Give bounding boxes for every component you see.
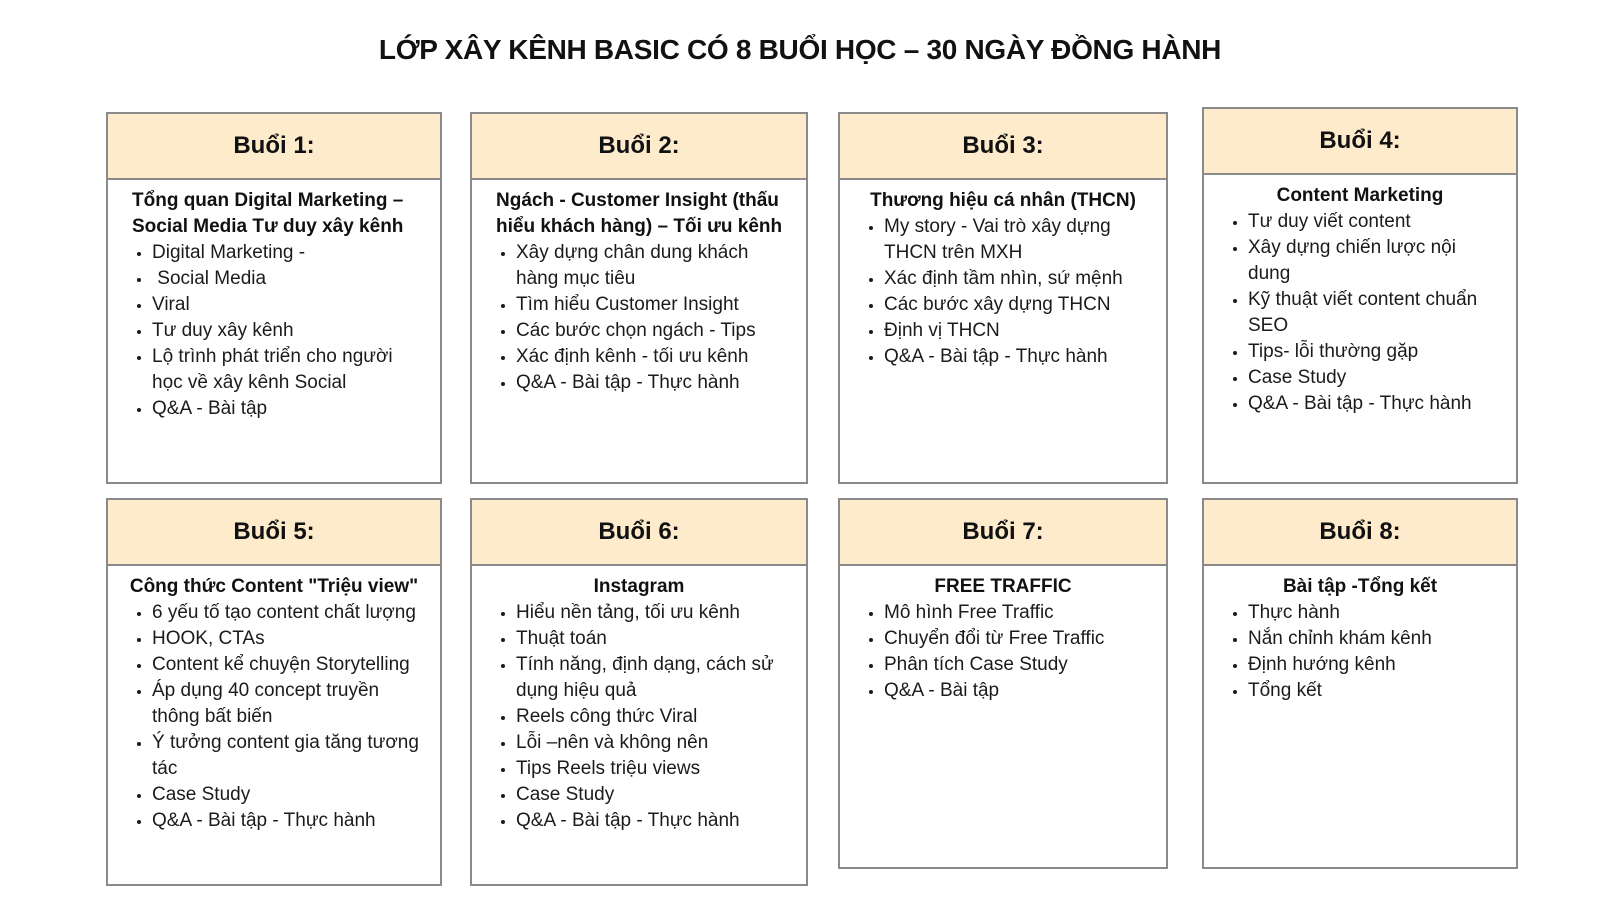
- session-card-2: [470, 112, 808, 484]
- list-item: • Định vị THCN: [884, 318, 1152, 344]
- list-item: • Viral: [152, 292, 426, 318]
- list-item: • Reels công thức Viral: [516, 704, 792, 730]
- list-item: • Xây dựng chân dung khách hàng mục tiêu: [516, 240, 792, 292]
- list-item: • 6 yếu tố tạo content chất lượng: [152, 600, 426, 626]
- list-item: • Tips Reels triệu views: [516, 756, 792, 782]
- session-subtitle: Ngách - Customer Insight (thấu hiểu khách hàng) – Tối ưu kênh: [496, 190, 783, 237]
- list-item: • Q&A - Bài tập - Thực hành: [516, 370, 792, 396]
- list-item: • HOOK, CTAs: [152, 626, 426, 652]
- list-item: • Case Study: [516, 782, 792, 808]
- session-heading: Buổi 5:: [108, 500, 440, 566]
- list-item: • Tổng kết: [1248, 678, 1502, 704]
- list-item: • Tìm hiểu Customer Insight: [516, 292, 792, 318]
- list-item: • Mô hình Free Traffic: [884, 600, 1152, 626]
- list-item: • Thuật toán: [516, 626, 792, 652]
- list-item: • Xác định kênh - tối ưu kênh: [516, 344, 792, 370]
- list-item: • Phân tích Case Study: [884, 652, 1152, 678]
- list-item: • Ý tưởng content gia tăng tương tác: [152, 730, 426, 782]
- session-subtitle: Thương hiệu cá nhân (THCN): [870, 190, 1136, 211]
- session-heading: Buổi 6:: [472, 500, 806, 566]
- session-topic-list: [486, 240, 792, 396]
- session-heading: Buổi 8:: [1204, 500, 1516, 566]
- session-heading: Buổi 7:: [840, 500, 1166, 566]
- session-topic-list: [122, 600, 426, 834]
- session-subtitle: FREE TRAFFIC: [934, 576, 1072, 597]
- session-heading: Buổi 1:: [108, 114, 440, 180]
- session-topic-list: [854, 600, 1152, 704]
- list-item: • Q&A - Bài tập - Thực hành: [516, 808, 792, 834]
- session-topic-list: [122, 240, 426, 422]
- list-item: • Q&A - Bài tập - Thực hành: [884, 344, 1152, 370]
- session-topic-list: [854, 214, 1152, 370]
- list-item: • Case Study: [152, 782, 426, 808]
- list-item: • Xây dựng chiến lược nội dung: [1248, 235, 1502, 287]
- session-subtitle: Instagram: [593, 576, 685, 597]
- list-item: • My story - Vai trò xây dựng THCN trên MXH: [884, 214, 1152, 266]
- list-item: • Chuyển đổi từ Free Traffic: [884, 626, 1152, 652]
- session-subtitle: Tổng quan Digital Marketing – Social Media Tư duy xây kênh: [132, 190, 404, 237]
- list-item: • Hiểu nền tảng, tối ưu kênh: [516, 600, 792, 626]
- session-topic-list: [1218, 600, 1502, 704]
- list-item: • Q&A - Bài tập: [884, 678, 1152, 704]
- list-item: • Thực hành: [1248, 600, 1502, 626]
- list-item: • Digital Marketing -: [152, 240, 426, 266]
- session-subtitle: Content Marketing: [1276, 185, 1444, 206]
- list-item: • Xác định tầm nhìn, sứ mệnh: [884, 266, 1152, 292]
- list-item: • Các bước xây dựng THCN: [884, 292, 1152, 318]
- session-heading: Buổi 3:: [840, 114, 1166, 180]
- list-item: • Áp dụng 40 concept truyền thông bất biến: [152, 678, 426, 730]
- list-item: • Lộ trình phát triển cho người học về xây kênh Social: [152, 344, 426, 396]
- session-card-3: [838, 112, 1168, 484]
- list-item: • Q&A - Bài tập - Thực hành: [1248, 391, 1502, 417]
- list-item: • Q&A - Bài tập: [152, 396, 426, 422]
- session-card-4: [1202, 107, 1518, 484]
- list-item: • Các bước chọn ngách - Tips: [516, 318, 792, 344]
- list-item: • Kỹ thuật viết content chuẩn SEO: [1248, 287, 1502, 339]
- list-item: • Content kể chuyện Storytelling: [152, 652, 426, 678]
- list-item: • Tư duy xây kênh: [152, 318, 426, 344]
- list-item: • Tư duy viết content: [1248, 209, 1502, 235]
- session-card-7: [838, 498, 1168, 869]
- list-item: • Định hướng kênh: [1248, 652, 1502, 678]
- list-item: • Tính năng, định dạng, cách sử dụng hiệu quả: [516, 652, 792, 704]
- session-topic-list: [1218, 209, 1502, 417]
- list-item: • Lỗi –nên và không nên: [516, 730, 792, 756]
- list-item: • Tips- lỗi thường gặp: [1248, 339, 1502, 365]
- session-card-5: [106, 498, 442, 886]
- session-topic-list: [486, 600, 792, 834]
- session-card-6: [470, 498, 808, 886]
- session-card-1: [106, 112, 442, 484]
- list-item: • Q&A - Bài tập - Thực hành: [152, 808, 426, 834]
- list-item: • Case Study: [1248, 365, 1502, 391]
- session-heading: Buổi 2:: [472, 114, 806, 180]
- list-item: • Social Media: [152, 266, 426, 292]
- page-title: LỚP XÂY KÊNH BASIC CÓ 8 BUỔI HỌC – 30 NGÀY ĐỒNG HÀNH: [378, 34, 1222, 65]
- session-subtitle: Công thức Content "Triệu view": [129, 576, 419, 597]
- session-heading: Buổi 4:: [1204, 109, 1516, 175]
- session-card-8: [1202, 498, 1518, 869]
- list-item: • Nắn chỉnh khám kênh: [1248, 626, 1502, 652]
- session-subtitle: Bài tập -Tổng kết: [1282, 576, 1438, 597]
